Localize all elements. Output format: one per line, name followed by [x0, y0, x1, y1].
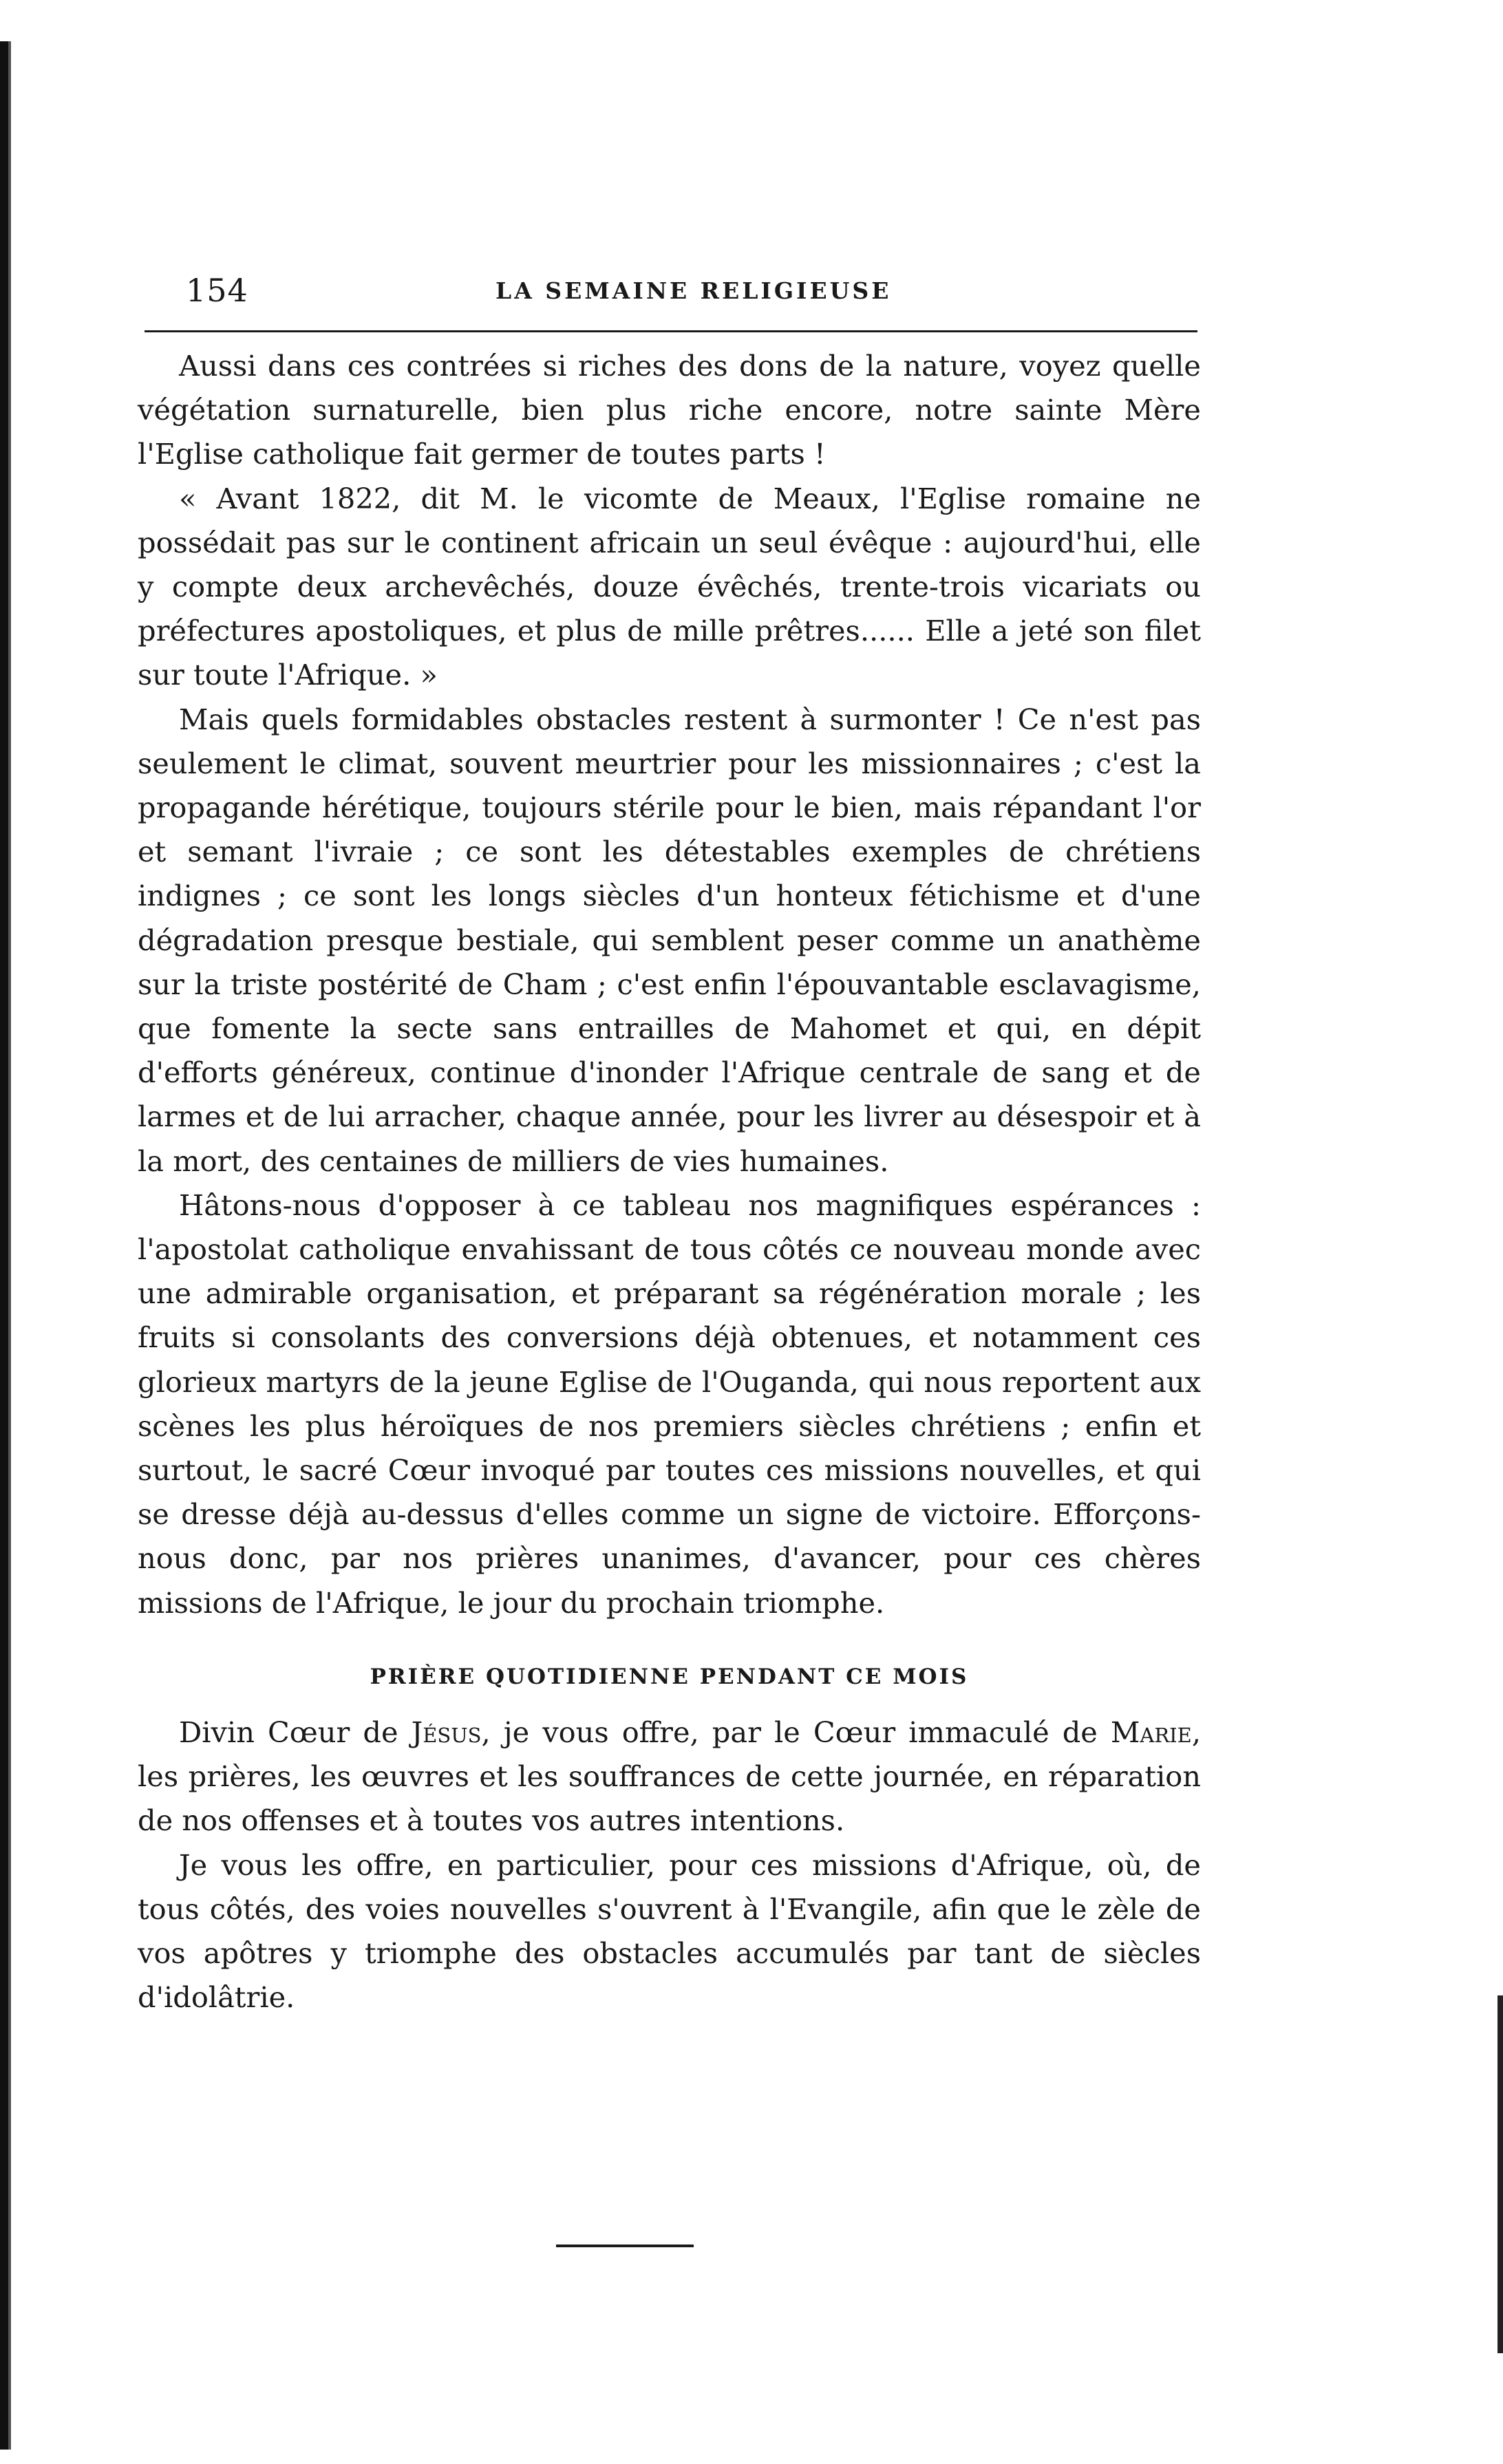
scan-left-edge — [0, 41, 18, 2450]
end-rule — [556, 2245, 694, 2247]
prayer-text: Divin Cœur de — [179, 1715, 412, 1749]
page-body — [138, 344, 1201, 2020]
prayer-text: , je vous offre, par le Cœur immaculé de — [481, 1715, 1111, 1749]
paragraph: Hâtons-nous d'opposer à ce tableau nos magnifiques espérances : l'apostolat catholique envahissant de tous côtés ce nouveau monde avec une admirable organisation, et préparant sa régénération morale ; les fruits si consolants des conversions déjà obtenues, et notamment ces glorieux martyrs de la jeune Eglise de l'Ouganda, qui nous reportent aux scènes les plus héroïques de nos premiers siècles chrétiens ; enfin et surtout, le sacré Cœur invoqué par toutes ces missions nouvelles, et qui se dresse déjà au-dessus d'elles comme un signe de victoire. Efforçons-nous donc, par nos prières unanimes, d'avancer, pour ces chères missions de l'Afrique, le jour du prochain triomphe. — [138, 1188, 1201, 1620]
header-rule — [145, 330, 1197, 332]
prayer-name-marie: Marie — [1110, 1715, 1192, 1749]
section-title: PRIÈRE QUOTIDIENNE PENDANT CE MOIS — [370, 1664, 969, 1689]
page-header — [186, 272, 1197, 313]
prayer-name-jesus: Jésus — [411, 1715, 482, 1749]
prayer-paragraph: Je vous les offre, en particulier, pour ces missions d'Afrique, où, de tous côtés, des voies nouvelles s'ouvrent à l'Evangile, afin que le zèle de vos apôtres y triomphe des obstacles accumulés par tant de siècles d'idolâtrie. — [138, 1847, 1201, 2015]
running-title: LA SEMAINE RELIGIEUSE — [495, 277, 892, 304]
page-number: 154 — [186, 272, 248, 309]
prayer-paragraph — [138, 1711, 1201, 1843]
scan-right-edge — [1495, 1995, 1503, 2353]
paragraph: Aussi dans ces contrées si riches des dons de la nature, voyez quelle végétation surnaturelle, bien plus riche encore, notre sainte Mère l'Eglise catholique fait germer de toutes parts ! — [138, 349, 1201, 471]
paragraph: Mais quels formidables obstacles restent à surmonter ! Ce n'est pas seulement le climat, souvent meurtrier pour les missionnaires ; c'est la propagande hérétique, toujours stérile pour le bien, mais répandant l'or et semant l'ivraie ; ce sont les détestables exemples de chrétiens indignes ; ce sont les longs siècles d'un honteux fétichisme et d'une dégradation presque bestiale, qui semblent peser comme un anathème sur la triste postérité de Cham ; c'est enfin l'épouvantable esclavagisme, que fomente la secte sans entrailles de Mahomet et qui, en dépit d'efforts généreux, continue d'inonder l'Afrique centrale de sang et de larmes et de lui arracher, chaque année, pour les livrer au désespoir et à la mort, des centaines de milliers de vies humaines. — [138, 702, 1201, 1178]
paragraph: « Avant 1822, dit M. le vicomte de Meaux, l'Eglise romaine ne possédait pas sur le continent africain un seul évêque : aujourd'hui, elle y compte deux archevêchés, douze évêchés, trente-trois vicariats ou préfectures apostoliques, et plus de mille prêtres...... Elle a jeté son filet sur toute l'Afrique. » — [138, 481, 1201, 692]
prayer-text: , les prières, les œuvres et les souffrances de cette journée, en réparation de nos offenses et à toutes vos autres intentions. — [138, 1715, 1202, 1838]
